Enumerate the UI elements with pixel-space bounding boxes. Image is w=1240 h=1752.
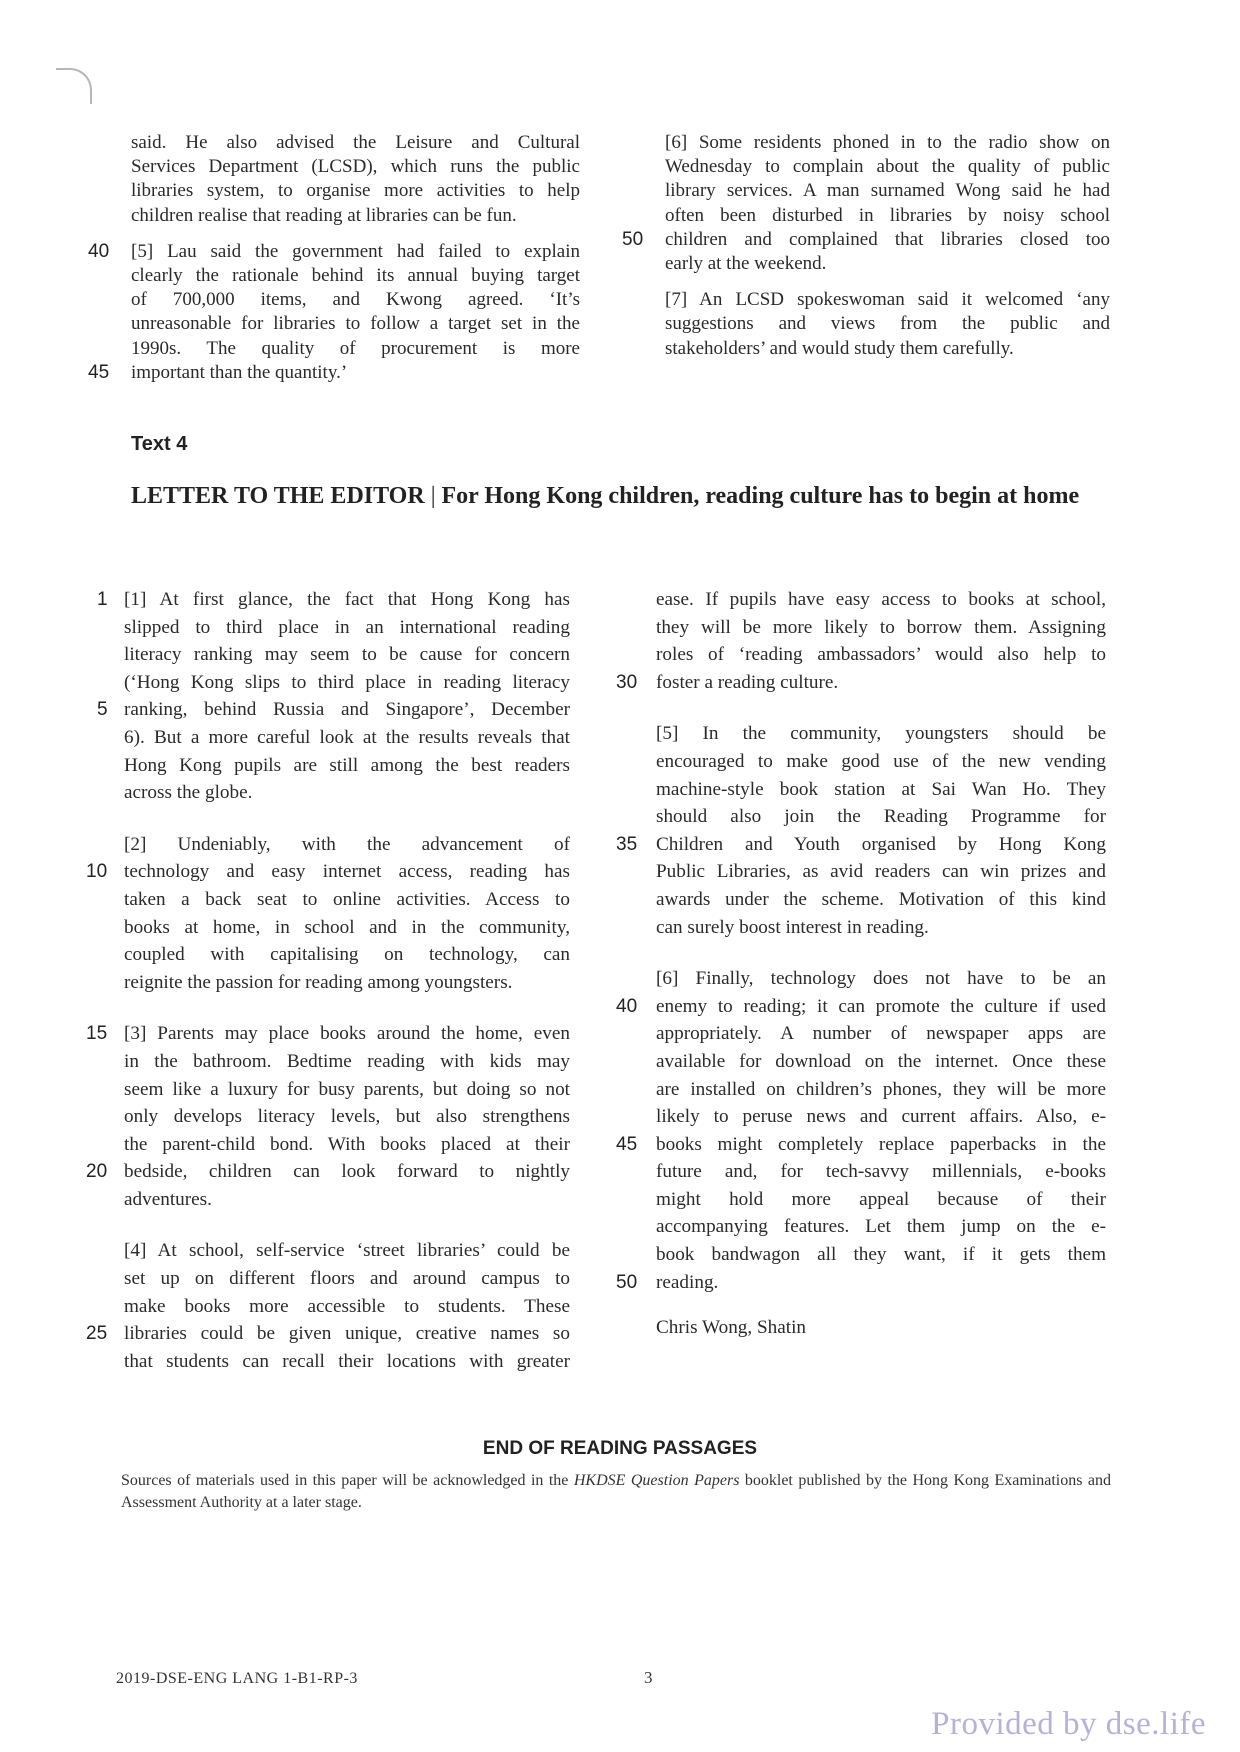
line-number: 35 (616, 833, 638, 855)
text-line: reignite the passion for reading among youngsters. (124, 971, 513, 993)
text-line: 50 children and complained that libraries closed too (665, 228, 1110, 252)
text-line: library services. A man surnamed Wong said he had (665, 180, 1110, 202)
line-number: 10 (86, 861, 108, 883)
text-line: encouraged to make good use of the new vending (656, 750, 1106, 772)
headline-separator: | (430, 483, 436, 509)
line-number: 40 (616, 995, 638, 1017)
text-line: only develops literacy levels, but also strengthens (124, 1106, 570, 1128)
text-line: are installed on children’s phones, they will be more (656, 1078, 1106, 1100)
line-number: 50 (622, 228, 644, 250)
text-line: coupled with capitalising on technology, can (124, 944, 570, 966)
text-line: set up on different floors and around campus to (124, 1268, 570, 1290)
text-line: they will be more likely to borrow them. Assigning (656, 616, 1106, 638)
top-left-column (88, 131, 580, 397)
text-line: ease. If pupils have easy access to books at school, (656, 589, 1106, 610)
text-line: 6). But a more careful look at the results reveals that (124, 726, 570, 748)
text4-left-column (86, 586, 570, 1375)
text4-right-column (616, 586, 1106, 1342)
top-right-column (622, 131, 1110, 373)
text-line: slipped to third place in an international reading (124, 616, 570, 638)
text-line: 20 bedside, children can look forward to nightly (124, 1158, 570, 1186)
text-line: future and, for tech-savvy millennials, e-books (656, 1161, 1106, 1183)
line-number: 30 (616, 671, 638, 693)
text-line: likely to peruse news and current affairs. Also, e- (656, 1106, 1106, 1128)
text-line: 50 reading. (656, 1269, 1106, 1297)
text-line: seem like a luxury for busy parents, but doing so not (124, 1078, 570, 1100)
text-line: stakeholders’ and would study them carefully. (665, 337, 1014, 359)
text-line: in the bathroom. Bedtime reading with kids may (124, 1050, 570, 1072)
text-line: might hold more appeal because of their (656, 1188, 1106, 1210)
headline-kicker: LETTER TO THE EDITOR (131, 483, 425, 509)
text-line: 10 technology and easy internet access, reading has (124, 858, 570, 886)
page-number: 3 (644, 1668, 653, 1687)
line-number: 45 (88, 361, 110, 383)
text-line: available for download on the internet. Once these (656, 1050, 1106, 1072)
paragraph (622, 131, 1110, 276)
text-line: adventures. (124, 1188, 212, 1210)
article-headline (131, 478, 1116, 514)
line-number: 15 (86, 1023, 108, 1045)
text-line: 1 [1] At first glance, the fact that Hong Kong has (124, 586, 570, 614)
text-line: literacy ranking may seem to be cause for concern (124, 644, 570, 666)
text-line: of 700,000 items, and Kwong agreed. ‘It’s (131, 289, 580, 311)
line-number: 20 (86, 1161, 108, 1183)
text-line: Services Department (LCSD), which runs the public (131, 156, 580, 178)
text-line: awards under the scheme. Motivation of this kind (656, 888, 1106, 910)
paragraph (131, 131, 580, 228)
text-line: books at home, in school and in the community, (124, 916, 570, 938)
text-line: suggestions and views from the public and (665, 313, 1110, 335)
section-label: Text 4 (131, 433, 188, 455)
text-line: accompanying features. Let them jump on the e- (656, 1216, 1106, 1238)
text-line: appropriately. A number of newspaper apps are (656, 1023, 1106, 1045)
line-number: 50 (616, 1271, 638, 1293)
text-line: early at the weekend. (665, 253, 827, 275)
text-line: unreasonable for libraries to follow a target set in the (131, 313, 580, 335)
text-line: said. He also advised the Leisure and Cultural (131, 132, 580, 153)
text-line: 40 [5] Lau said the government had failed to explain (131, 240, 580, 264)
text-line: across the globe. (124, 782, 253, 804)
text-line: can surely boost interest in reading. (656, 916, 929, 938)
line-number: 45 (616, 1133, 638, 1155)
sources-note: Sources of materials used in this paper will be acknowledged in the HKDSE Question Papers booklet published by the Hong Kong Examinations and Assessment Authority at a later stage. (121, 1472, 1112, 1511)
text-line: [7] An LCSD spokeswoman said it welcomed ‘any (665, 289, 1110, 311)
staple-mark (56, 68, 92, 104)
paragraph (665, 288, 1110, 361)
text-line: [6] Some residents phoned in to the radio show on (665, 132, 1110, 153)
text-line: 45 books might completely replace paperbacks in the (656, 1131, 1106, 1159)
text-line: libraries system, to organise more activities to help (131, 180, 580, 202)
letter-signoff: Chris Wong, Shatin (656, 1317, 807, 1339)
text-line: 15 [3] Parents may place books around the home, even (124, 1020, 570, 1048)
paragraph (97, 586, 570, 807)
text-line: Public Libraries, as avid readers can win prizes and (656, 861, 1106, 883)
paragraph (616, 720, 1106, 941)
text-line: [5] In the community, youngsters should be (656, 723, 1106, 745)
text-line: clearly the rationale behind its annual buying target (131, 265, 580, 287)
paragraph (86, 1020, 570, 1213)
headline-title: For Hong Kong children, reading culture has to begin at home (441, 483, 1080, 509)
paragraph (86, 831, 570, 997)
text-line: 25 libraries could be given unique, creative names so (124, 1320, 570, 1348)
text-line: 30 foster a reading culture. (656, 669, 1106, 697)
paper-code: 2019-DSE-ENG LANG 1-B1-RP-3 (116, 1670, 358, 1687)
line-number: 40 (88, 240, 110, 262)
text-line: 45 important than the quantity.’ (131, 361, 580, 385)
text-line: book bandwagon all they want, if it gets them (656, 1244, 1106, 1266)
line-number: 5 (97, 699, 108, 721)
text-line: should also join the Reading Programme for (656, 806, 1106, 828)
paragraph (616, 965, 1106, 1296)
watermark-link[interactable]: Provided by dse.life (931, 1706, 1206, 1742)
text-line: [6] Finally, technology does not have to be an (656, 968, 1106, 990)
text-line: often been disturbed in libraries by noisy school (665, 204, 1110, 226)
text-line: 1990s. The quality of procurement is more (131, 337, 580, 359)
text-line: 35 Children and Youth organised by Hong Kong (656, 831, 1106, 859)
paragraph (616, 586, 1106, 696)
text-line: Wednesday to complain about the quality of public (665, 156, 1110, 178)
line-number: 1 (97, 589, 108, 610)
text-line: 5 ranking, behind Russia and Singapore’, December (124, 696, 570, 724)
text-line: children realise that reading at libraries can be fun. (131, 204, 517, 226)
text-line: 40 enemy to reading; it can promote the culture if used (656, 993, 1106, 1021)
text-line: the parent-child bond. With books placed at their (124, 1133, 570, 1155)
end-of-passages-title: END OF READING PASSAGES (482, 1438, 758, 1459)
text-line: that students can recall their locations with greater (124, 1350, 570, 1372)
text-line: machine-style book station at Sai Wan Ho. They (656, 778, 1106, 800)
text-line: (‘Hong Kong slips to third place in reading literacy (124, 671, 570, 693)
text-line: [4] At school, self-service ‘street libraries’ could be (124, 1240, 570, 1262)
text-line: make books more accessible to students. These (124, 1295, 570, 1317)
paragraph (88, 240, 580, 385)
text-line: [2] Undeniably, with the advancement of (124, 833, 570, 855)
publication-title: HKDSE Question Papers (573, 1472, 740, 1489)
paragraph (86, 1237, 570, 1375)
line-number: 25 (86, 1323, 108, 1345)
text-line: taken a back seat to online activities. Access to (124, 888, 570, 910)
text-line: Hong Kong pupils are still among the best readers (124, 754, 570, 776)
text-line: roles of ‘reading ambassadors’ would also help to (656, 644, 1106, 666)
